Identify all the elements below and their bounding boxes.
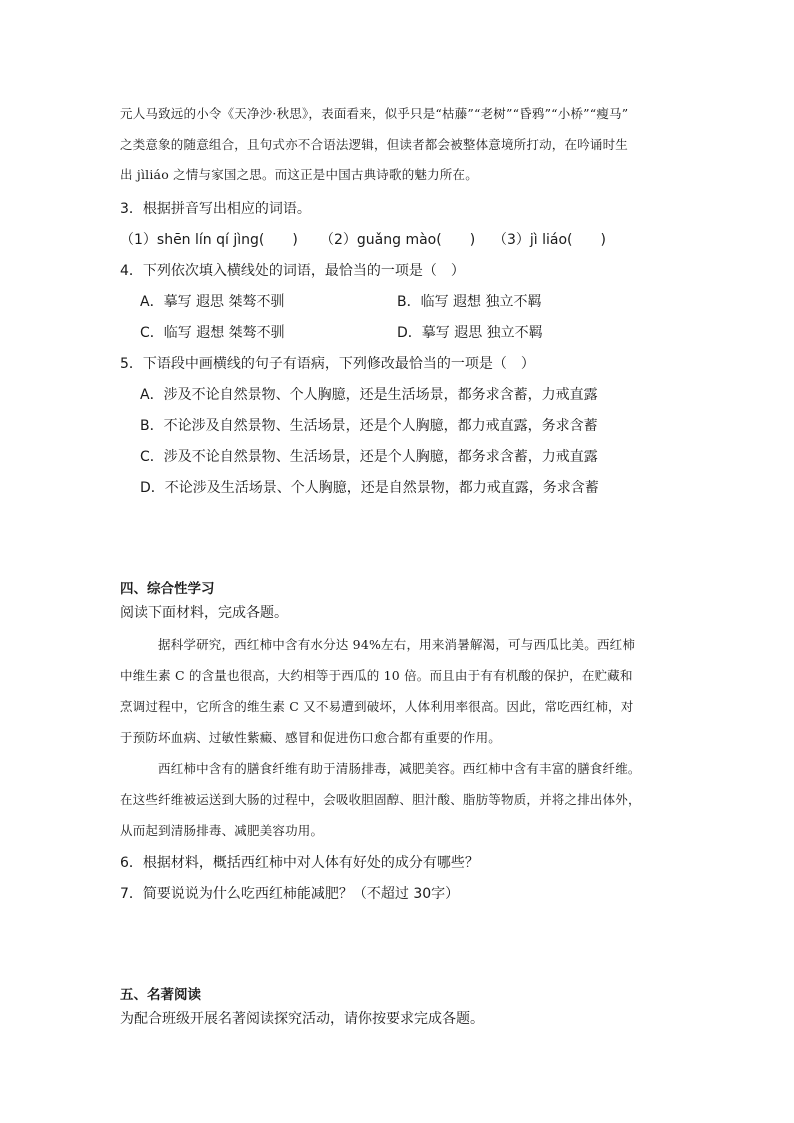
question-6-stem: 6．根据材料，概括西红柿中对人体有好处的成分有哪些？	[120, 855, 479, 871]
question-5-stem: 5．下语段中画横线的句子有语病，下列修改最恰当的一项是（ ）	[120, 356, 535, 372]
passage-paragraph-1-line-2: 中维生素 C 的含量也很高，大约相等于西瓜的 10 倍。而且由于有有机酸的保护，在贮藏和	[120, 668, 633, 683]
question-3-item-1: （1）shēn lín qí jìng( )	[120, 232, 298, 248]
intro-line-1: 元人马致远的小令《天净沙·秋思》，表面看来，似乎只是“枯藤”“老树”“昏鸦”“小桥”“瘦马”	[120, 106, 629, 121]
section-5-instruction: 为配合班级开展名著阅读探究活动，请你按要求完成各题。	[120, 1011, 484, 1027]
intro-line-3: 出 jìliáo 之情与家国之思。而这正是中国古典诗歌的魅力所在。	[120, 167, 478, 182]
section-5-title: 五、名著阅读	[120, 987, 201, 1003]
question-7-stem: 7．简要说说为什么吃西红柿能减肥？（不超过 30字）	[120, 886, 460, 902]
passage-paragraph-2-line-1: 西红柿中含有的膳食纤维有助于清肠排毒，减肥美容。西红柿中含有丰富的膳食纤维。	[158, 761, 641, 776]
section-4-title: 四、综合性学习	[120, 581, 215, 597]
passage-paragraph-1-line-4: 于预防坏血病、过敏性紫癜、感冒和促进伤口愈合都有重要的作用。	[120, 730, 502, 745]
question-4-option-c: C．临写 遐想 桀骜不驯	[140, 325, 285, 341]
question-4-option-d: D．摹写 遐思 独立不羁	[397, 325, 543, 341]
question-3-item-2: （2）guǎng mào( )	[320, 232, 476, 248]
question-4-option-a: A．摹写 遐思 桀骜不驯	[140, 294, 285, 310]
passage-paragraph-2-line-2: 在这些纤维被运送到大肠的过程中，会吸收胆固醇、胆汁酸、脂肪等物质，并将之排出体外，	[120, 792, 641, 807]
intro-line-2: 之类意象的随意组合，且句式亦不合语法逻辑，但读者都会被整体意境所打动，在吟诵时生	[120, 137, 629, 152]
section-4-instruction: 阅读下面材料，完成各题。	[120, 605, 288, 621]
question-3-stem: 3．根据拼音写出相应的词语。	[120, 201, 311, 217]
question-5-option-b: B．不论涉及自然景物、生活场景，还是个人胸臆，都力戒直露，务求含蓄	[140, 418, 598, 434]
question-4-option-b: B．临写 遐想 独立不羁	[397, 294, 542, 310]
passage-paragraph-1-line-1: 据科学研究，西红柿中含有水分达 94%左右，用来消暑解渴，可与西瓜比美。西红柿	[158, 637, 636, 652]
question-4-stem: 4．下列依次填入横线处的词语，最恰当的一项是（ ）	[120, 263, 465, 279]
question-5-option-d: D．不论涉及生活场景、个人胸臆，还是自然景物，都力戒直露，务求含蓄	[140, 480, 599, 496]
question-5-option-a: A．涉及不论自然景物、个人胸臆，还是生活场景，都务求含蓄，力戒直露	[140, 387, 598, 403]
question-5-option-c: C．涉及不论自然景物、生活场景，还是个人胸臆，都务求含蓄，力戒直露	[140, 449, 598, 465]
question-3-item-3: （3）jì liáo( )	[493, 232, 606, 248]
passage-paragraph-1-line-3: 烹调过程中，它所含的维生素 C 又不易遭到破坏，人体利用率很高。因此，常吃西红柿，对	[120, 699, 634, 714]
passage-paragraph-2-line-3: 从而起到清肠排毒、减肥美容功用。	[120, 823, 324, 838]
